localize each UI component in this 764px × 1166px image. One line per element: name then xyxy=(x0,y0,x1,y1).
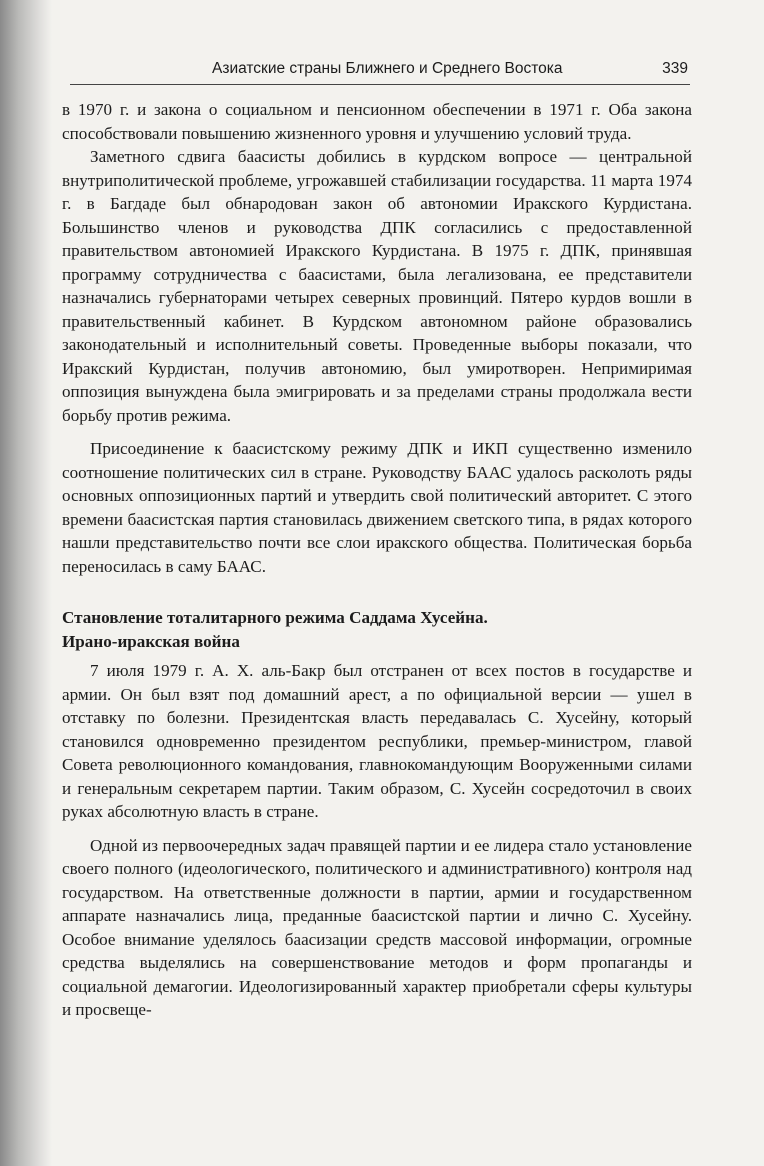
section-heading xyxy=(62,606,692,653)
page-gutter-shadow xyxy=(0,0,52,1166)
paragraph-4: 7 июля 1979 г. А. Х. аль-Бакр был отстранен от всех постов в государстве и армии. Он был взят под домашний арест, а по официальной версии — ушел в отставку по болезни. Президентская власть передавалась С. Хусейну, который становился одновременно президентом республики, премьер-министром, главой Совета революционного командования, главнокомандующим Вооруженными силами и генеральным секретарем партии. Таким образом, С. Хусейн сосредоточил в своих руках абсолютную власть в стране. xyxy=(62,661,692,821)
running-title: Азиатские страны Ближнего и Среднего Востока xyxy=(212,60,563,77)
paragraph-3: Присоединение к баасистскому режиму ДПК и ИКП существенно изменило соотношение политических сил в стране. Руководству БААС удалось расколоть ряды основных оппозиционных партий и утвердить свой политический авторитет. С этого времени баасистская партия становилась движением светского типа, в рядах которого нашли представительство почти все слои иракского общества. Политическая борьба переносилась в саму БААС. xyxy=(62,439,692,576)
section-heading-line-2: Ирано-иракская война xyxy=(62,631,240,651)
paragraph-2: Заметного сдвига баасисты добились в курдском вопросе — центральной внутриполитической проблеме, угрожавшей стабилизации государства. 11 марта 1974 г. в Багдаде был обнародован закон об автономии Иракского Курдистана. Большинство членов и руководства ДПК согласились с предоставленной правительством автономией Иракского Курдистана. В 1975 г. ДПК, принявшая программу сотрудничества с баасистами, была легализована, ее представители назначались губернаторами четырех северных провинций. Пятеро курдов вошли в правительственный кабинет. В Курдском автономном районе образовались законодательный и исполнительный советы. Проведенные выборы показали, что Иракский Курдистан, получив автономию, был умиротворен. Непримиримая оппозиция вынуждена была эмигрировать и за пределами страны продолжала вести борьбу против режима. xyxy=(62,147,692,425)
running-header xyxy=(70,60,690,85)
paragraph-1: в 1970 г. и закона о социальном и пенсионном обеспечении в 1971 г. Оба закона способствовали повышению жизненного уровня и улучшению условий труда. xyxy=(62,100,692,143)
section-heading-line-1: Становление тоталитарного режима Саддама Хусейна. xyxy=(62,608,488,627)
paragraph-5: Одной из первоочередных задач правящей партии и ее лидера стало установление своего полного (идеологического, политического и административного) контроля над государством. На ответственные должности в партии, армии и государственном аппарате назначались лица, преданные баасистской партии и лично С. Хусейну. Особое внимание уделялось баасизации средств массовой информации, огромные средства выделялись на совершенствование методов и форм пропаганды и социальной демагогии. Идеологизированный характер приобретали сферы культуры и просвеще- xyxy=(62,835,692,1019)
page-number: 339 xyxy=(662,60,688,77)
page-body xyxy=(62,98,692,1022)
